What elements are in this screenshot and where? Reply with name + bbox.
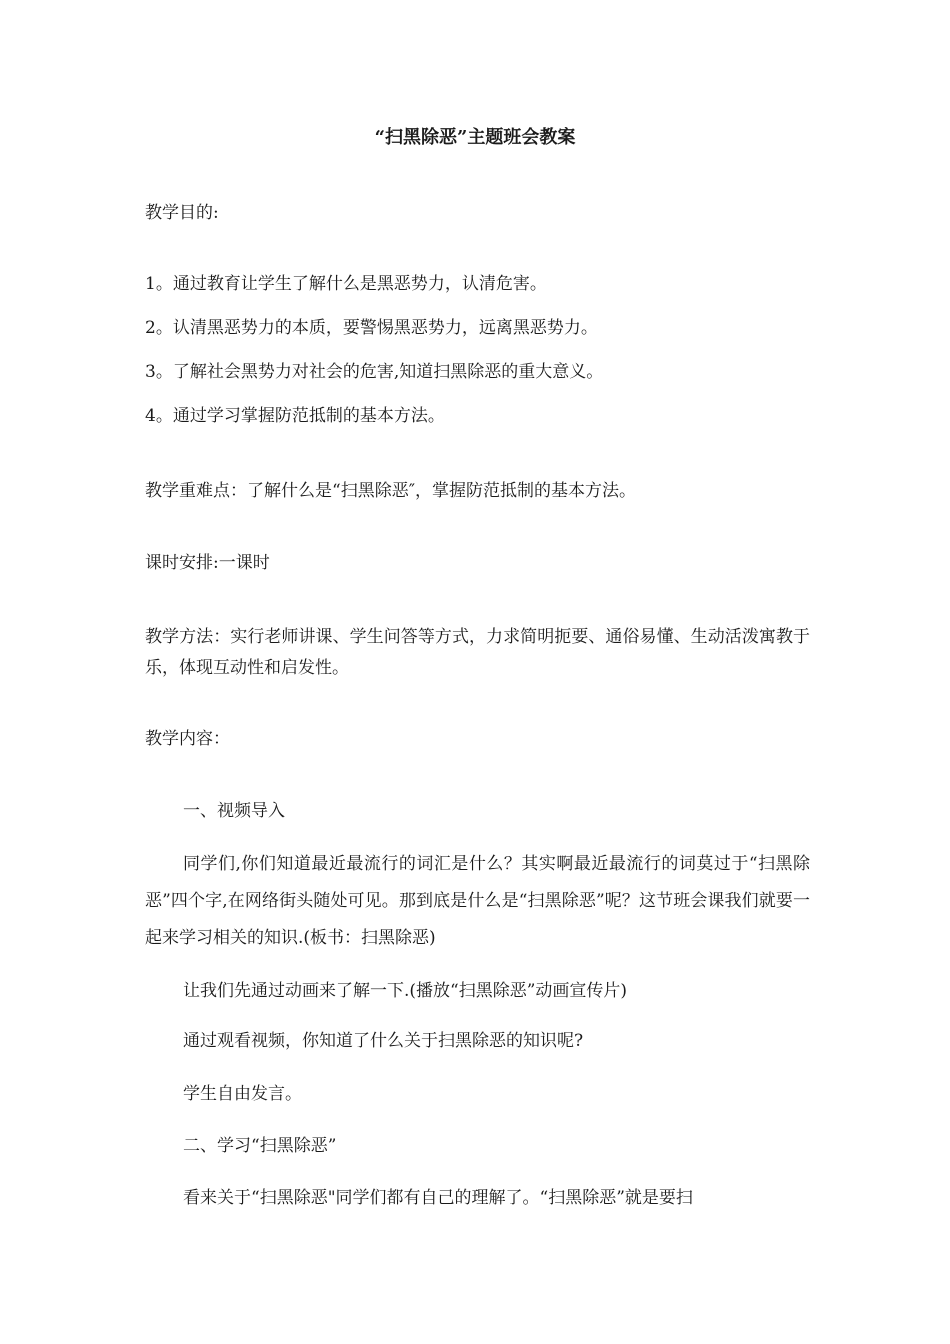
- section1-discussion-paragraph: 学生自由发言。: [183, 1084, 302, 1104]
- document-title: “扫黑除恶”主题班会教案: [374, 127, 576, 148]
- content-heading: 教学内容：: [145, 729, 230, 749]
- goal-item-1: 1。通过教育让学生了解什么是黑恶势力，认清危害。: [145, 274, 547, 294]
- goal-item-4: 4。通过学习掌握防范抵制的基本方法。: [145, 406, 445, 426]
- section1-video-paragraph: 让我们先通过动画来了解一下.(播放“扫黑除恶”动画宣传片): [183, 981, 628, 1001]
- section1-intro-paragraph: 同学们,你们知道最近最流行的词汇是什么？其实啊最近最流行的词莫过于“扫黑除恶”四个字,在网络街头随处可见。那到底是什么是“扫黑除恶”呢？这节班会课我们就要一起来学习相关的知识.(板书：扫黑除恶): [145, 854, 810, 948]
- section1-question-paragraph: 通过观看视频，你知道了什么关于扫黑除恶的知识呢?: [183, 1031, 584, 1051]
- section2-paragraph: 看来关于“扫黑除恶"同学们都有自己的理解了。“扫黑除恶”就是要扫: [183, 1188, 693, 1208]
- teaching-method: 教学方法：实行老师讲课、学生问答等方式，力求简明扼要、通俗易懂、生动活泼寓教于乐，体现互动性和启发性。: [145, 627, 810, 678]
- schedule: 课时安排:一课时: [145, 553, 270, 573]
- key-points: 教学重难点：了解什么是“扫黑除恶″，掌握防范抵制的基本方法。: [145, 481, 637, 501]
- section2-heading: 二、学习“扫黑除恶”: [183, 1136, 337, 1156]
- goals-heading: 教学目的:: [145, 203, 219, 223]
- goal-item-2: 2。认清黑恶势力的本质，要警惕黑恶势力，远离黑恶势力。: [145, 318, 598, 338]
- goal-item-3: 3。了解社会黑势力对社会的危害,知道扫黑除恶的重大意义。: [145, 362, 604, 382]
- section1-heading: 一、视频导入: [183, 801, 285, 821]
